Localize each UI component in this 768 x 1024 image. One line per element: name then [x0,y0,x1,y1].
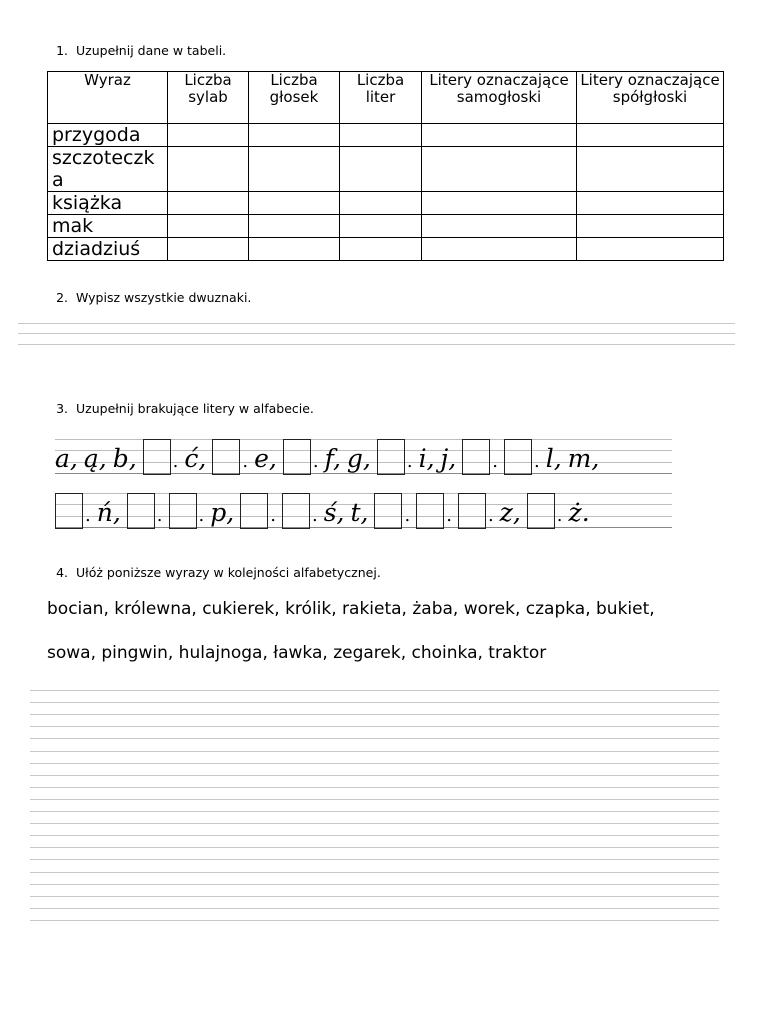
cell-vowels[interactable] [422,147,577,192]
alphabet-row-2-items [55,490,596,532]
missing-letter-box[interactable] [55,493,83,529]
table-row [48,215,724,238]
alphabet-row-2 [55,490,672,532]
separator-dot: . [85,505,91,526]
alphabet-letter: g, [346,444,371,473]
separator-dot: . [533,451,540,472]
cell-phonemes[interactable] [249,124,340,147]
writing-line [30,751,719,752]
writing-line [30,872,719,873]
header-phonemes: Liczba głosek [249,72,340,124]
table-row [48,238,724,261]
writing-line [30,738,719,739]
word-list-line-1: bocian, królewna, cukierek, królik, rakieta, żaba, worek, czapka, bukiet, [47,599,655,619]
writing-line [30,884,719,885]
writing-line [30,702,719,703]
missing-letter-box[interactable] [458,493,486,529]
writing-line [30,714,719,715]
missing-letter-box[interactable] [416,493,444,529]
writing-line [30,908,719,909]
separator-dot: . [406,451,413,472]
task-1-number: 1. [56,43,68,58]
missing-letter-box[interactable] [462,439,490,475]
row-word: szczoteczka [48,147,168,192]
separator-dot: . [492,451,498,472]
cell-syllables[interactable] [168,124,249,147]
row-word: mak [48,215,168,238]
table-header-row [48,72,724,124]
cell-consonants[interactable] [577,192,724,215]
cell-phonemes[interactable] [249,147,340,192]
separator-dot: . [242,451,249,472]
task-4-number: 4. [56,565,68,580]
alphabet-letter: i, [418,444,435,473]
task-1-instruction [44,44,226,58]
alphabet-letter: ć, [184,444,207,473]
cell-syllables[interactable] [168,192,249,215]
cell-vowels[interactable] [422,215,577,238]
writing-line [30,690,719,691]
cell-vowels[interactable] [422,238,577,261]
missing-letter-box[interactable] [212,439,240,475]
row-word: przygoda [48,124,168,147]
word-list-line-2: sowa, pingwin, hulajnoga, ławka, zegarek, choinka, traktor [47,643,547,663]
writing-line [30,859,719,860]
writing-line [30,811,719,812]
separator-dot: . [311,505,318,526]
task-3-text: Uzupełnij brakujące litery w alfabecie. [76,401,314,416]
writing-line [30,775,719,776]
alphabet-row-1-items [55,436,605,478]
alphabet-letter: ń, [96,498,121,527]
separator-dot: . [556,505,563,526]
separator-dot: . [198,505,205,526]
table-row [48,147,724,192]
writing-line [30,835,719,836]
task-2-instruction [44,291,251,305]
alphabet-letter: ś, [323,498,345,527]
missing-letter-box[interactable] [127,493,155,529]
alphabet-letter: p, [210,498,235,527]
separator-dot: . [270,505,276,526]
writing-line [30,787,719,788]
missing-letter-box[interactable] [504,439,532,475]
missing-letter-box[interactable] [169,493,197,529]
writing-line [30,799,719,800]
cell-letters[interactable] [340,238,422,261]
cell-phonemes[interactable] [249,192,340,215]
cell-consonants[interactable] [577,215,724,238]
writing-line [18,344,735,345]
task-4-text: Ułóż poniższe wyrazy w kolejności alfabetycznej. [76,565,381,580]
cell-letters[interactable] [340,215,422,238]
cell-consonants[interactable] [577,147,724,192]
cell-syllables[interactable] [168,147,249,192]
table-row [48,124,724,147]
task-2-text: Wypisz wszystkie dwuznaki. [76,290,252,305]
missing-letter-box[interactable] [282,493,310,529]
writing-line [30,920,719,921]
separator-dot: . [172,451,179,472]
missing-letter-box[interactable] [377,439,405,475]
separator-dot: . [156,505,163,526]
cell-vowels[interactable] [422,124,577,147]
cell-syllables[interactable] [168,238,249,261]
task-4-instruction [44,566,381,580]
writing-line [30,726,719,727]
separator-dot: . [446,505,452,526]
alphabet-letter: f, [324,444,341,473]
header-vowels: Litery oznaczające samogłoski [422,72,577,124]
writing-line [30,823,719,824]
alphabet-letter: j, [440,444,457,473]
row-word: dziadziuś [48,238,168,261]
header-word: Wyraz [48,72,168,124]
table-row [48,192,724,215]
separator-dot: . [312,451,319,472]
alphabet-letter: t, [350,498,369,527]
cell-letters[interactable] [340,147,422,192]
cell-phonemes[interactable] [249,238,340,261]
task-3-instruction [44,402,314,416]
separator-dot: . [404,505,411,526]
writing-line [30,847,719,848]
missing-letter-box[interactable] [527,493,555,529]
alphabet-letter: m, [567,444,600,473]
header-letters: Liczba liter [340,72,422,124]
alphabet-row-1 [55,436,672,478]
cell-consonants[interactable] [577,238,724,261]
alphabet-letter: a, [55,444,78,473]
cell-phonemes[interactable] [249,215,340,238]
writing-line [18,323,735,324]
cell-vowels[interactable] [422,192,577,215]
alphabet-letter: b, [112,444,137,473]
task-2-number: 2. [56,290,68,305]
cell-letters[interactable] [340,124,422,147]
alphabet-letter: ą, [83,444,107,473]
separator-dot: . [487,505,494,526]
cell-consonants[interactable] [577,124,724,147]
cell-syllables[interactable] [168,215,249,238]
alphabet-letter: e, [254,444,277,473]
writing-line [30,896,719,897]
missing-letter-box[interactable] [283,439,311,475]
row-word: książka [48,192,168,215]
header-syllables: Liczba sylab [168,72,249,124]
alphabet-letter: z, [499,498,521,527]
missing-letter-box[interactable] [143,439,171,475]
task-1-text: Uzupełnij dane w tabeli. [76,43,227,58]
alphabet-letter: ż. [568,498,590,527]
writing-line [30,763,719,764]
header-consonants: Litery oznaczające spółgłoski [577,72,724,124]
task-3-number: 3. [56,401,68,416]
missing-letter-box[interactable] [240,493,268,529]
missing-letter-box[interactable] [374,493,402,529]
writing-line [18,333,735,334]
alphabet-letter: l, [545,444,562,473]
cell-letters[interactable] [340,192,422,215]
word-analysis-table [47,71,724,261]
